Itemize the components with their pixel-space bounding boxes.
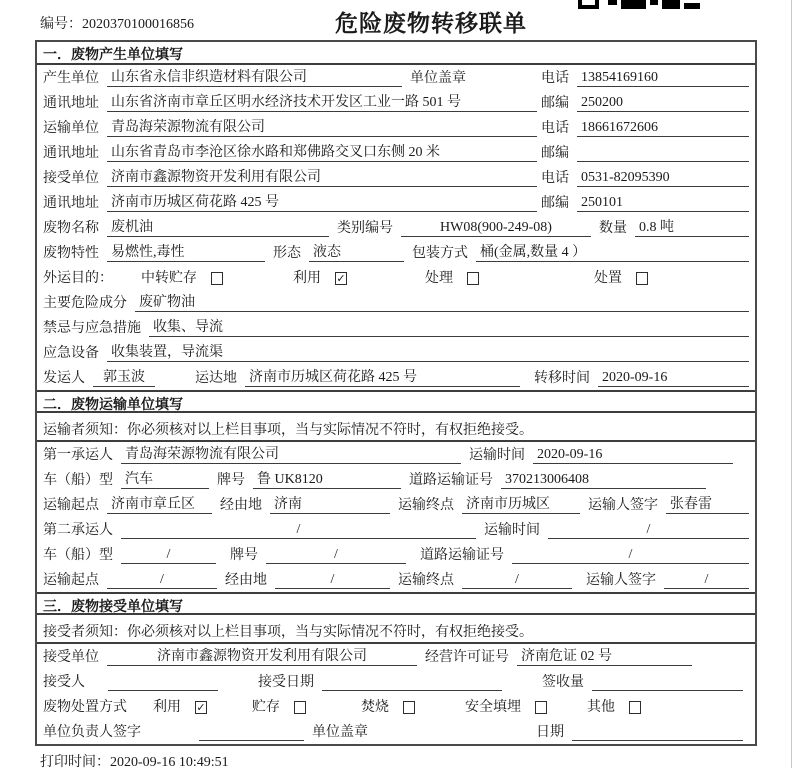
receiver-field[interactable] [108, 674, 218, 691]
waste-name-row [37, 215, 755, 240]
disposal-storage-label: 贮存 [252, 700, 280, 715]
producer-address-field[interactable]: 山东省济南市章丘区明水经济技术开发区工业一路 501 号 [107, 91, 537, 112]
transport-time2-field[interactable]: / [548, 522, 749, 539]
section2-header: 二．废物运输单位填写 [37, 390, 755, 413]
producer-phone-field[interactable]: 13854169160 [577, 70, 749, 87]
plate-no2-field[interactable]: / [266, 547, 406, 564]
vehicle-type2-label: 车（船）型 [43, 548, 113, 563]
main-hazard-field[interactable]: 废矿物油 [135, 291, 749, 312]
main-hazard-label: 主要危险成分 [43, 296, 127, 311]
responsible-sign-label: 单位负责人签字 [43, 725, 141, 740]
producer-unit-row [37, 65, 755, 90]
transporter-address-row [37, 140, 755, 165]
transport-unit-row [37, 115, 755, 140]
seal-date-field[interactable] [572, 724, 743, 741]
section3-note: 接受者须知：你必须核对以上栏目事项，当与实际情况不符时，有权拒绝接受。 [37, 615, 755, 644]
transporter-sign1-field[interactable]: 张春雷 [666, 493, 749, 514]
receive-date-label: 接受日期 [258, 675, 314, 690]
vehicle-type1-label: 车（船）型 [43, 473, 113, 488]
outbound-purpose-row [37, 265, 755, 290]
responsible-sign-field[interactable] [199, 724, 304, 741]
disposal-incinerate-checkbox[interactable] [403, 701, 415, 714]
page-title: 危险废物转移联单 [335, 10, 527, 36]
receiver-address-field[interactable]: 济南市历城区荷花路 425 号 [107, 191, 537, 212]
disposal-method-row [37, 694, 755, 719]
first-carrier-field[interactable]: 青岛海荣源物流有限公司 [121, 443, 461, 464]
transfer-time-label: 转移时间 [534, 371, 590, 386]
purpose-dispose-label: 处置 [594, 271, 622, 286]
producer-address-row [37, 90, 755, 115]
disposal-landfill-checkbox[interactable] [535, 701, 547, 714]
transporter-phone-field[interactable]: 18661672606 [577, 120, 749, 137]
via2-label: 经由地 [225, 573, 267, 588]
road-permit1-field[interactable]: 370213006408 [501, 472, 706, 489]
disposal-use-label: 利用 [153, 700, 181, 715]
disposal-other-checkbox[interactable] [629, 701, 641, 714]
receiver-label: 接受人 [43, 675, 85, 690]
license-no-field[interactable]: 济南危证 02 号 [517, 645, 692, 666]
print-time-value: 2020-09-16 10:49:51 [110, 755, 229, 768]
category-code-label: 类别编号 [337, 221, 393, 236]
transport-time1-field[interactable]: 2020-09-16 [533, 447, 733, 464]
road-permit2-field[interactable]: / [512, 547, 749, 564]
road-permit1-label: 道路运输证号 [409, 473, 493, 488]
receiver-row [37, 669, 755, 694]
vehicle-type1-field[interactable]: 汽车 [121, 468, 209, 489]
signed-quantity-label: 签收量 [542, 675, 584, 690]
receiver-phone-field[interactable]: 0531-82095390 [577, 170, 749, 187]
section2-note: 运输者须知：你必须核对以上栏目事项，当与实际情况不符时，有权拒绝接受。 [37, 413, 755, 442]
waste-property-row [37, 240, 755, 265]
purpose-use-label: 利用 [293, 271, 321, 286]
waste-property-field[interactable]: 易燃性,毒性 [107, 241, 265, 262]
origin1-label: 运输起点 [43, 498, 99, 513]
receiver-zip-label: 邮编 [541, 196, 569, 211]
packaging-field[interactable]: 桶(金属,数量 4 ） [476, 241, 749, 262]
vehicle1-row [37, 467, 755, 492]
serial-value: 2020370100016856 [82, 17, 194, 32]
section1-header: 一．废物产生单位填写 [37, 42, 755, 65]
producer-name-field[interactable]: 山东省永信非织造材料有限公司 [107, 66, 402, 87]
receiver-zip-field[interactable]: 250101 [577, 195, 749, 212]
endpoint2-label: 运输终点 [398, 573, 454, 588]
transport-unit-label: 运输单位 [43, 121, 99, 136]
first-carrier-row [37, 442, 755, 467]
purpose-treat-label: 处理 [425, 271, 453, 286]
receive-date-field[interactable] [322, 674, 502, 691]
main-hazard-row [37, 290, 755, 315]
quantity-label: 数量 [599, 221, 627, 236]
disposal-method-label: 废物处置方式 [43, 700, 127, 715]
transfer-form-table [35, 40, 757, 746]
print-time [40, 751, 796, 768]
purpose-treat-checkbox[interactable] [467, 272, 479, 285]
transporter-sign1-label: 运输人签字 [588, 498, 658, 513]
emergency-equipment-field[interactable]: 收集装置，导流渠 [107, 341, 749, 362]
transporter-address-field[interactable]: 山东省青岛市李沧区徐水路和郑佛路交叉口东侧 20 米 [107, 141, 537, 162]
producer-phone-label: 电话 [541, 71, 569, 86]
second-carrier-row [37, 517, 755, 542]
receiver-address-row [37, 190, 755, 215]
receive-unit-confirm-row [37, 644, 755, 669]
plate-no1-label: 牌号 [217, 473, 245, 488]
emergency-equipment-row [37, 340, 755, 365]
transporter-sign2-label: 运输人签字 [586, 573, 656, 588]
print-time-label: 打印时间： [40, 755, 110, 768]
vehicle2-row [37, 542, 755, 567]
destination-label: 运达地 [195, 371, 237, 386]
via2-field[interactable]: / [275, 572, 390, 589]
disposal-landfill-label: 安全填埋 [465, 700, 521, 715]
quantity-field[interactable]: 0.8 吨 [635, 216, 749, 237]
transporter-zip-field[interactable] [577, 145, 749, 162]
purpose-use-checkbox[interactable]: ✓ [336, 272, 346, 285]
waste-name-label: 废物名称 [43, 221, 99, 236]
form-field[interactable]: 液态 [309, 241, 404, 262]
receive-unit-row [37, 165, 755, 190]
route1-row [37, 492, 755, 517]
waste-property-label: 废物特性 [43, 246, 99, 261]
taboo-measures-field[interactable]: 收集、导流 [149, 316, 749, 337]
receive-unit-label: 接受单位 [43, 171, 99, 186]
transport-time2-label: 运输时间 [484, 523, 540, 538]
form-label: 形态 [273, 246, 301, 261]
second-carrier-field[interactable]: / [121, 522, 476, 539]
emergency-equipment-label: 应急设备 [43, 346, 99, 361]
transporter-sign2-field[interactable]: / [664, 572, 749, 589]
transfer-storage-checkbox[interactable] [211, 272, 223, 285]
disposal-other-label: 其他 [587, 700, 615, 715]
outbound-purpose-label: 外运目的： [43, 271, 113, 286]
plate-no1-field[interactable]: 鲁 UK8120 [253, 468, 401, 489]
transfer-time-field[interactable]: 2020-09-16 [598, 370, 749, 387]
packaging-label: 包装方式 [412, 246, 468, 261]
producer-address-label: 通讯地址 [43, 96, 99, 111]
receiver-address-label: 通讯地址 [43, 196, 99, 211]
road-permit2-label: 道路运输证号 [420, 548, 504, 563]
producer-zip-field[interactable]: 250200 [577, 95, 749, 112]
disposal-storage-checkbox[interactable] [294, 701, 306, 714]
endpoint1-label: 运输终点 [398, 498, 454, 513]
unit-seal-label2: 单位盖章 [312, 725, 368, 740]
transporter-zip-label: 邮编 [541, 146, 569, 161]
endpoint1-field[interactable]: 济南市历城区 [462, 493, 580, 514]
taboo-measures-row [37, 315, 755, 340]
page-header [0, 0, 796, 40]
transporter-name-field[interactable]: 青岛海荣源物流有限公司 [107, 116, 537, 137]
first-carrier-label: 第一承运人 [43, 448, 113, 463]
disposal-use-checkbox[interactable]: ✓ [196, 701, 206, 714]
plate-no2-label: 牌号 [230, 548, 258, 563]
purpose-dispose-checkbox[interactable] [636, 272, 648, 285]
origin2-field[interactable]: / [107, 572, 217, 589]
license-no-label: 经营许可证号 [425, 650, 509, 665]
producer-unit-label: 产生单位 [43, 71, 99, 86]
receive-unit-label2: 接受单位 [43, 650, 99, 665]
vehicle-type2-field[interactable]: / [121, 547, 216, 564]
second-carrier-label: 第二承运人 [43, 523, 113, 538]
via1-field[interactable]: 济南 [270, 493, 390, 514]
category-code-field[interactable]: HW08(900-249-08) [401, 220, 591, 237]
section3-header: 三．废物接受单位填写 [37, 592, 755, 615]
waste-name-field[interactable]: 废机油 [107, 216, 329, 237]
page-edge-line [791, 0, 792, 768]
destination-field[interactable]: 济南市历城区荷花路 425 号 [245, 366, 520, 387]
consignor-field[interactable]: 郭玉波 [93, 366, 155, 387]
transport-time1-label: 运输时间 [469, 448, 525, 463]
receiver-phone-label: 电话 [541, 171, 569, 186]
origin2-label: 运输起点 [43, 573, 99, 588]
receiver-name-field[interactable]: 济南市鑫源物资开发利用有限公司 [107, 166, 537, 187]
endpoint2-field[interactable]: / [462, 572, 572, 589]
transporter-phone-label: 电话 [541, 121, 569, 136]
unit-seal-label: 单位盖章 [410, 71, 466, 86]
disposal-incinerate-label: 焚烧 [361, 700, 389, 715]
origin1-field[interactable]: 济南市章丘区 [107, 493, 212, 514]
taboo-measures-label: 禁忌与应急措施 [43, 321, 141, 336]
receive-unit-field[interactable]: 济南市鑫源物资开发利用有限公司 [107, 645, 417, 666]
producer-zip-label: 邮编 [541, 96, 569, 111]
transfer-storage-label: 中转贮存 [141, 271, 197, 286]
serial-label: 编号： [40, 17, 82, 32]
route2-row [37, 567, 755, 592]
via1-label: 经由地 [220, 498, 262, 513]
seal-date-label: 日期 [536, 725, 564, 740]
serial-number [40, 13, 194, 33]
consignor-label: 发运人 [43, 371, 85, 386]
consignor-row [37, 365, 755, 390]
responsible-sign-row [37, 719, 755, 744]
transporter-address-label: 通讯地址 [43, 146, 99, 161]
signed-quantity-field[interactable] [592, 674, 743, 691]
